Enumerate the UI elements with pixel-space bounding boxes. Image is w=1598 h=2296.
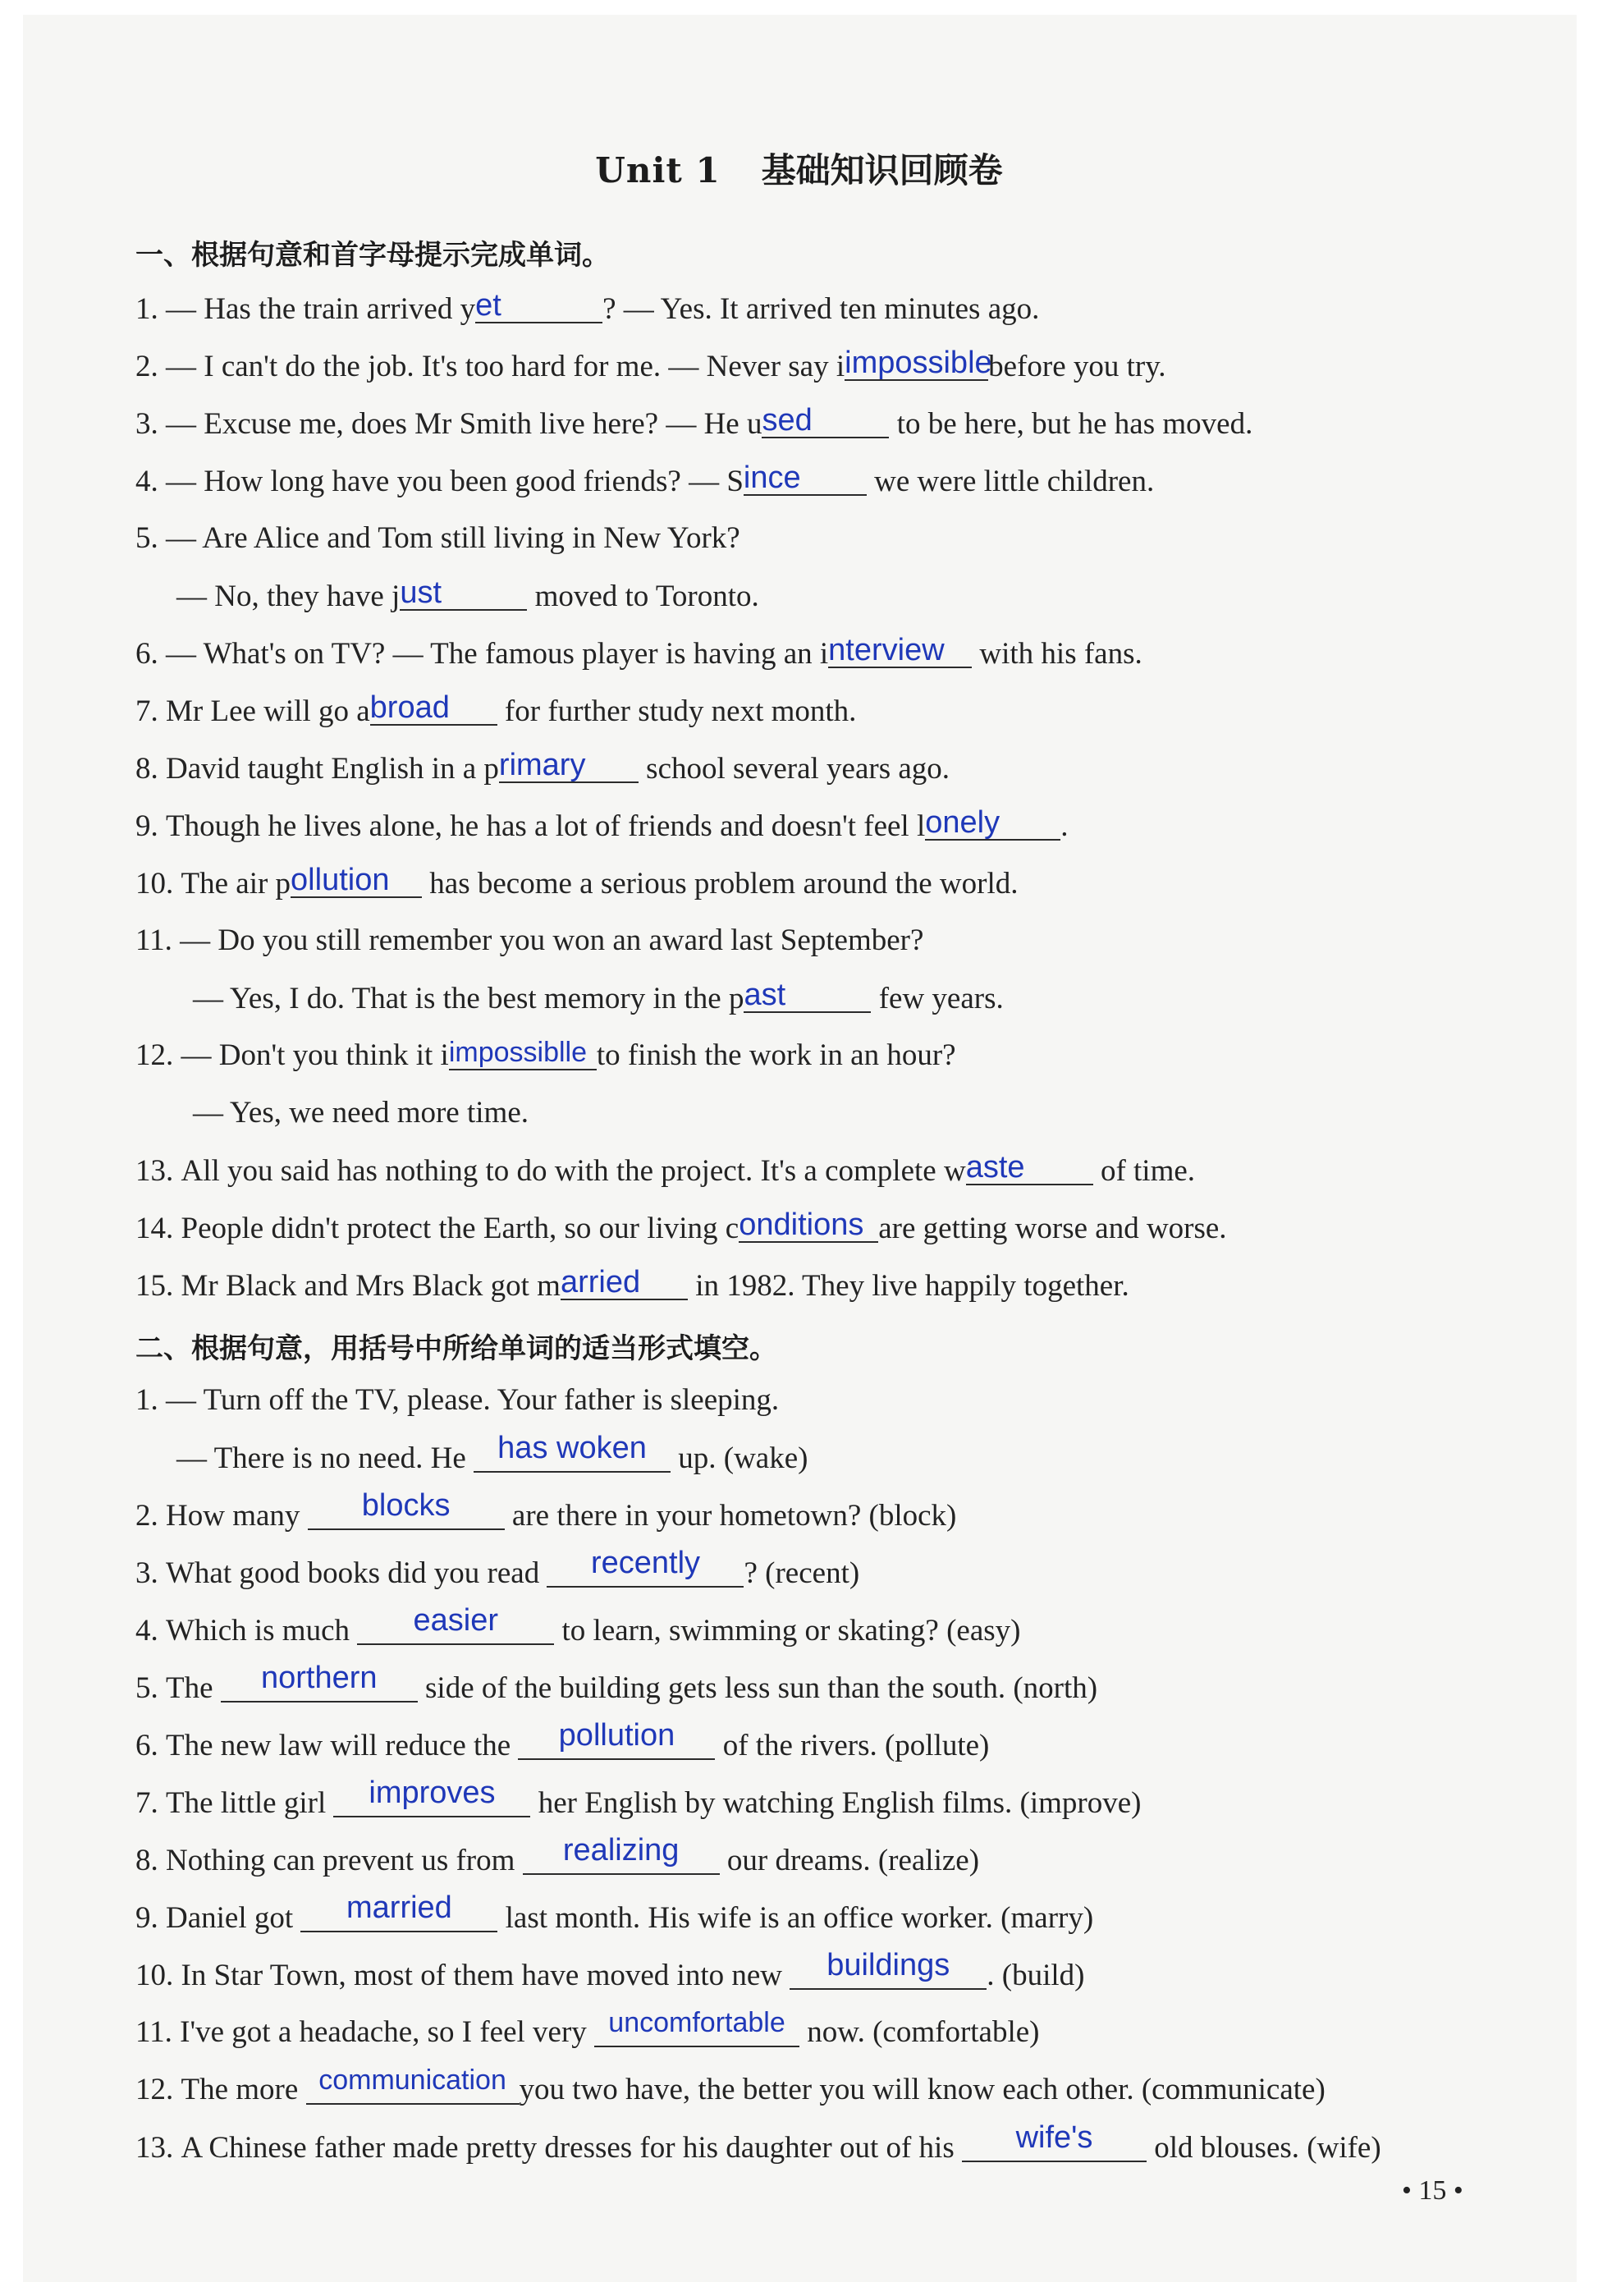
s2-item-10: 10. In Star Town, most of them have moved into new buildings . (build) [135,1948,1085,1992]
answer-blank[interactable]: ince [744,463,867,496]
s2-item-13: 13. A Chinese father made pretty dresses for his daughter out of his wife's old blouses. (wife) [135,2120,1381,2165]
unit-label: Unit 1 [595,150,721,190]
answer-blank[interactable]: nterview [828,635,972,668]
s1-item-5b: — No, they have just moved to Toronto. [176,575,759,613]
s1-item-3: 3. — Excuse me, does Mr Smith live here? — He used to be here, but he has moved. [135,403,1253,441]
s1-item-7: 7. Mr Lee will go abroad for further study next month. [135,690,857,728]
answer-blank[interactable]: uncomfortable [594,2014,799,2047]
s1-item-13: 13. All you said has nothing to do with the project. It's a complete waste of time. [135,1150,1196,1188]
s1-item-2: 2. — I can't do the job. It's too hard for me. — Never say iimpossiblebefore you try. [135,346,1166,383]
section1-heading: 一、根据句意和首字母提示完成单词。 [135,239,610,272]
s2-item-3: 3. What good books did you read recently ? (recent) [135,1546,860,1590]
answer-blank[interactable]: impossiblle [449,1038,597,1070]
answer-blank[interactable]: recently [547,1555,744,1588]
s2-item-6: 6. The new law will reduce the pollution of the rivers. (pollute) [135,1718,990,1762]
answer-blank[interactable]: pollution [518,1727,715,1760]
answer-blank[interactable]: realizing [523,1842,720,1875]
page-title [0,144,1598,193]
answer-blank[interactable]: sed [762,406,889,438]
answer-blank[interactable]: onditions [739,1210,878,1243]
answer-blank[interactable]: broad [370,693,497,726]
answer-blank[interactable]: blocks [308,1497,505,1530]
answer-blank[interactable]: impossible [845,346,992,380]
answer-blank[interactable]: arried [561,1267,688,1300]
s1-item-6: 6. — What's on TV? — The famous player is having an interview with his fans. [135,633,1142,671]
answer-blank[interactable]: improves [333,1785,530,1817]
answer-blank[interactable]: et [475,291,602,323]
answer-blank[interactable]: wife's [962,2129,1147,2162]
section2-heading: 二、根据句意，用括号中所给单词的适当形式填空。 [135,1332,777,1365]
answer-blank[interactable]: aste [966,1153,1093,1185]
page-number: • 15 • [1402,2175,1463,2206]
answer-blank[interactable]: married [300,1900,497,1932]
s1-item-8: 8. David taught English in a primary school several years ago. [135,748,950,786]
title-text: 基础知识回顾卷 [761,150,1003,190]
s1-item-14: 14. People didn't protect the Earth, so our living conditions are getting worse and worse. [135,1208,1227,1245]
answer-blank[interactable]: ast [744,980,871,1013]
answer-blank[interactable]: has woken [474,1440,671,1473]
s1-item-12: 12. — Don't you think it iimpossiblle to finish the work in an hour? [135,1037,956,1072]
s1-item-5: 5. — Are Alice and Tom still living in New York? [135,521,740,555]
answer-blank[interactable]: easier [357,1612,554,1645]
s2-item-7: 7. The little girl improves her English by watching English films. (improve) [135,1776,1142,1820]
answer-blank[interactable]: communication [306,2072,520,2105]
s1-item-11b: — Yes, I do. That is the best memory in the past few years. [193,978,1004,1015]
s2-item-1: 1. — Turn off the TV, please. Your father is sleeping. [135,1383,780,1417]
answer-blank[interactable]: rimary [499,750,639,783]
s1-item-11: 11. — Do you still remember you won an award last September? [135,923,924,957]
s2-item-2: 2. How many blocks are there in your hometown? (block) [135,1488,957,1533]
answer-blank[interactable]: ollution [291,865,422,898]
answer-blank[interactable]: northern [221,1670,418,1703]
s1-item-15: 15. Mr Black and Mrs Black got married in 1982. They live happily together. [135,1265,1129,1303]
s2-item-8: 8. Nothing can prevent us from realizing our dreams. (realize) [135,1833,980,1877]
s1-item-10: 10. The air pollution has become a serious problem around the world. [135,863,1019,901]
s1-item-1: 1. — Has the train arrived yet ? — Yes. It arrived ten minutes ago. [135,288,1040,326]
s2-item-11: 11. I've got a headache, so I feel very uncomfortable now. (comfortable) [135,2007,1040,2049]
s2-item-1b: — There is no need. He has woken up. (wake) [176,1431,808,1475]
s2-item-5: 5. The northern side of the building gets less sun than the south. (north) [135,1661,1098,1705]
s1-item-9: 9. Though he lives alone, he has a lot of friends and doesn't feel lonely . [135,805,1069,843]
answer-blank[interactable]: buildings [790,1957,987,1990]
s2-item-4: 4. Which is much easier to learn, swimming or skating? (easy) [135,1603,1021,1648]
s1-item-12b: — Yes, we need more time. [193,1096,529,1130]
answer-blank[interactable]: onely [925,808,1060,841]
s2-item-9: 9. Daniel got married last month. His wife is an office worker. (marry) [135,1890,1094,1935]
answer-blank[interactable]: ust [400,578,527,611]
s2-item-12: 12. The more communication you two have, the better you will know each other. (communicate) [135,2065,1326,2106]
s1-item-4: 4. — How long have you been good friends? — Since we were little children. [135,461,1155,498]
